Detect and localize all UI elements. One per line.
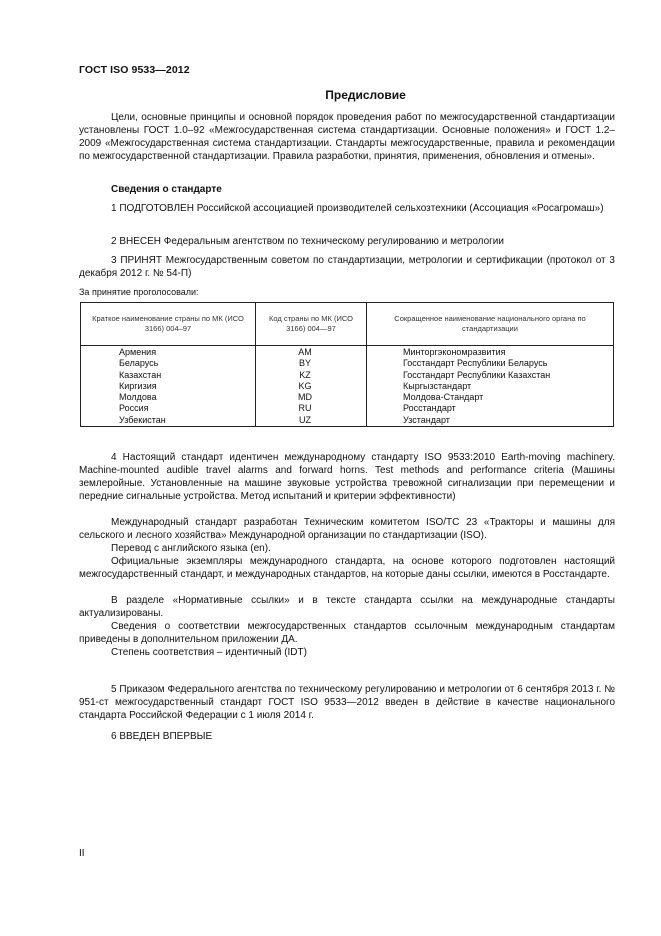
code-cell: BY bbox=[256, 358, 367, 369]
page-number: II bbox=[79, 848, 85, 859]
country-cell: Армения bbox=[81, 346, 256, 359]
code-cell: RU bbox=[256, 403, 367, 414]
code-cell: KZ bbox=[256, 370, 367, 381]
code-cell: MD bbox=[256, 392, 367, 403]
country-cell: Молдова bbox=[81, 392, 256, 403]
item-5: 5 Приказом Федерального агентства по техническому регулированию и метрологии от 6 сентября 2013 г. № 951-ст межгосударственный стандарт ГОСТ ISO 9533—2012 введен в действие в качестве национального стандарта Российской Федерации с 1 июля 2014 г. bbox=[79, 684, 615, 721]
item-4-translation: Перевод с английского языка (en). bbox=[111, 543, 271, 554]
body-cell: Госстандарт Республики Казахстан bbox=[367, 370, 614, 381]
page-title: Предисловие bbox=[325, 88, 406, 102]
table-row bbox=[81, 415, 614, 427]
header-body: Сокращенное наименование национального органа по стандартизации bbox=[367, 303, 614, 346]
item-4-degree: Степень соответствия – идентичный (IDT) bbox=[111, 647, 307, 658]
item-4-official-copies: Официальные экземпляры международного стандарта, на основе которого подготовлен настоящий межгосударственный стандарт, и международных стандартов, на которые даны ссылки, имеются в Росстандарте. bbox=[79, 556, 615, 580]
code-cell: UZ bbox=[256, 415, 367, 427]
body-cell: Кыргызстандарт bbox=[367, 381, 614, 392]
country-cell: Киргизия bbox=[81, 381, 256, 392]
voted-label: За принятие проголосовали: bbox=[79, 287, 199, 297]
item-4: 4 Настоящий стандарт идентичен международному стандарту ISO 9533:2010 Earth-moving machinery. Machine-mounted audible travel alarms and forward horns. Test methods and performance criteria (Машины землеройные. Установленные на машине звуковые устройства тревожной сигнализации при перемещении и передние сигнальные устройства. Метод испытаний и критерии эффективности) bbox=[79, 452, 615, 502]
body-cell: Узстандарт bbox=[367, 415, 614, 427]
code-cell: AM bbox=[256, 346, 367, 359]
item-1: 1 ПОДГОТОВЛЕН Российской ассоциацией производителей сельхозтехники (Ассоциация «Росагромаш») bbox=[111, 203, 604, 214]
item-2: 2 ВНЕСЕН Федеральным агентством по техническому регулированию и метрологии bbox=[111, 236, 504, 247]
table-row bbox=[81, 403, 614, 414]
item-4-correspondence: Сведения о соответствии межгосударственных стандартов ссылочным международным стандартам приведены в дополнительном приложении ДА. bbox=[79, 621, 615, 645]
table-row bbox=[81, 381, 614, 392]
header-country: Краткое наименование страны по МК (ИСО 3166) 004–97 bbox=[81, 303, 256, 346]
item-4-references: В разделе «Нормативные ссылки» и в тексте стандарта ссылки на международные стандарты актуализированы. bbox=[79, 595, 615, 619]
table-row bbox=[81, 392, 614, 403]
item-3: 3 ПРИНЯТ Межгосударственным советом по стандартизации, метрологии и сертификации (протокол от 3 декабря 2012 г. № 54-П) bbox=[79, 255, 615, 279]
item-6: 6 ВВЕДЕН ВПЕРВЫЕ bbox=[111, 731, 213, 742]
country-cell: Казахстан bbox=[81, 370, 256, 381]
header-code: Код страны по МК (ИСО 3166) 004—97 bbox=[256, 303, 367, 346]
item-4-organization: Международный стандарт разработан Техническим комитетом ISO/TC 23 «Тракторы и машины для сельского и лесного хозяйства» Международной организации по стандартизации (ISO). bbox=[79, 517, 615, 541]
country-cell: Узбекистан bbox=[81, 415, 256, 427]
table-row bbox=[81, 370, 614, 381]
table-row bbox=[81, 346, 614, 359]
info-heading: Сведения о стандарте bbox=[111, 184, 222, 195]
voting-table bbox=[80, 302, 614, 427]
country-cell: Беларусь bbox=[81, 358, 256, 369]
country-cell: Россия bbox=[81, 403, 256, 414]
body-cell: Росстандарт bbox=[367, 403, 614, 414]
table-row bbox=[81, 358, 614, 369]
code-cell: KG bbox=[256, 381, 367, 392]
body-cell: Минторгэкономразвития bbox=[367, 346, 614, 359]
table-header-row bbox=[81, 303, 614, 346]
body-cell: Госстандарт Республики Беларусь bbox=[367, 358, 614, 369]
document-code: ГОСТ ISO 9533—2012 bbox=[79, 64, 190, 76]
intro-paragraph: Цели, основные принципы и основной порядок проведения работ по межгосударственной стандартизации установлены ГОСТ 1.0–92 «Межгосударственная система стандартизации. Основные положения» и ГОСТ 1.2–2009 «Межгосударственная система стандартизации. Стандарты межгосударственные, правила и рекомендации по межгосударственной стандартизации. Правила разработки, принятия, применения, обновления и отмены». bbox=[79, 112, 615, 162]
body-cell: Молдова-Стандарт bbox=[367, 392, 614, 403]
